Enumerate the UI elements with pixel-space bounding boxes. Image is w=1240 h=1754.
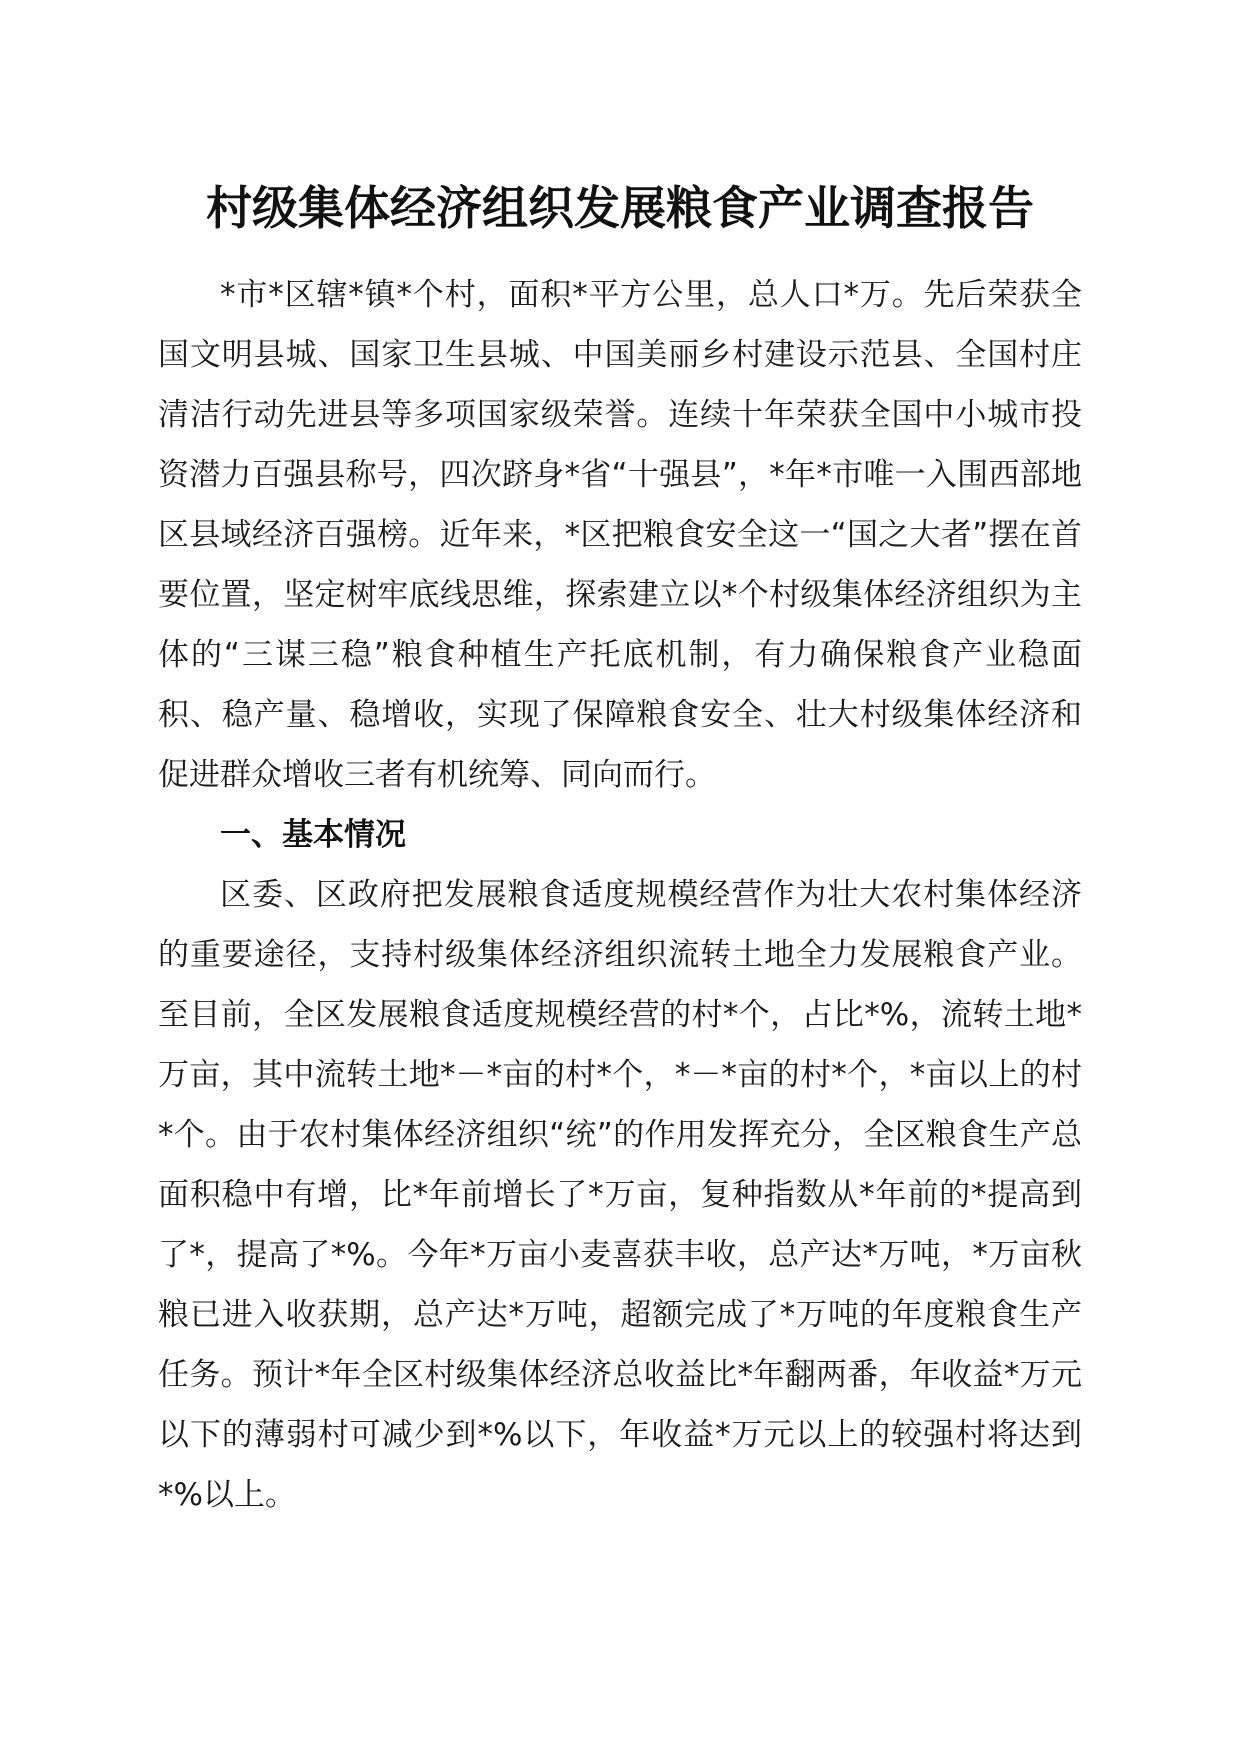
document-body bbox=[158, 265, 1082, 1525]
section-heading-basic-situation: 一、基本情况 bbox=[220, 817, 406, 853]
document-title: 村级集体经济组织发展粮食产业调查报告 bbox=[206, 181, 1034, 235]
intro-paragraph: *市*区辖*镇*个村，面积*平方公里，总人口*万。先后荣获全国文明县城、国家卫生县城、中国美丽乡村建设示范县、全国村庄清洁行动先进县等多项国家级荣誉。连续十年荣获全国中小城市投资潜力百强县称号，四次跻身*省“十强县”，*年*市唯一入围西部地区县域经济百强榜。近年来，*区把粮食安全这一“国之大者”摆在首要位置，坚定树牢底线思维，探索建立以*个村级集体经济组织为主体的“三谋三稳”粮食种植生产托底机制，有力确保粮食产业稳面积、稳产量、稳增收，实现了保障粮食安全、壮大村级集体经济和促进群众增收三者有机统筹、同向而行。 bbox=[158, 277, 1082, 793]
section-paragraph-basic-situation: 区委、区政府把发展粮食适度规模经营作为壮大农村集体经济的重要途径，支持村级集体经济组织流转土地全力发展粮食产业。至目前，全区发展粮食适度规模经营的村*个，占比*%，流转土地*万亩，其中流转土地*－*亩的村*个，*－*亩的村*个，*亩以上的村*个。由于农村集体经济组织“统”的作用发挥充分，全区粮食生产总面积稳中有增，比*年前增长了*万亩，复种指数从*年前的*提高到了*，提高了*%。今年*万亩小麦喜获丰收，总产达*万吨，*万亩秋粮已进入收获期，总产达*万吨，超额完成了*万吨的年度粮食生产任务。预计*年全区村级集体经济总收益比*年翻两番，年收益*万元以下的薄弱村可减少到*%以下，年收益*万元以上的较强村将达到*%以上。 bbox=[158, 877, 1082, 1513]
